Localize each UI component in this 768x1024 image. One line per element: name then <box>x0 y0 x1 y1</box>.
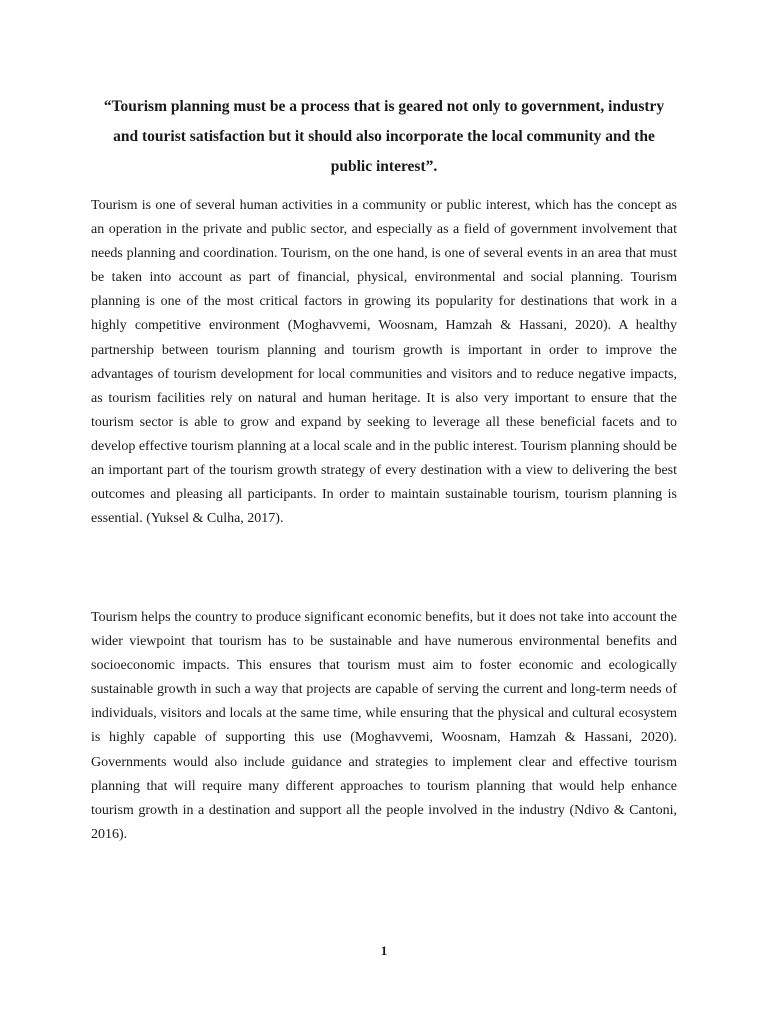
body-paragraph-2: Tourism helps the country to produce significant economic benefits, but it does not take into account the wider viewpoint that tourism has to be sustainable and have numerous environmental benefits and socioeconomic impacts. This ensures that tourism must aim to foster economic and ecologically sustainable growth in such a way that projects are capable of serving the current and long-term needs of individuals, visitors and locals at the same time, while ensuring that the physical and cultural ecosystem is highly capable of supporting this use (Moghavvemi, Woosnam, Hamzah & Hassani, 2020). Governments would also include guidance and strategies to implement clear and effective tourism planning that will require many different approaches to tourism planning that would help enhance tourism growth in a destination and support all the people involved in the industry (Ndivo & Cantoni, 2016). <box>91 610 677 842</box>
quote-heading: “Tourism planning must be a process that is geared not only to government, industry and tourist satisfaction but it should also incorporate the local community and the public interest”. <box>103 98 665 175</box>
page-number: 1 <box>380 943 388 958</box>
body-paragraph-1: Tourism is one of several human activities in a community or public interest, which has the concept as an operation in the private and public sector, and especially as a field of government involvement that needs planning and coordination. Tourism, on the one hand, is one of several events in an area that must be taken into account as part of financial, physical, environmental and social planning. Tourism planning is one of the most critical factors in growing its popularity for destinations that work in a highly competitive environment (Moghavvemi, Woosnam, Hamzah & Hassani, 2020). A healthy partnership between tourism planning and tourism growth is important in order to improve the advantages of tourism development for local communities and visitors and to reduce negative impacts, as tourism facilities rely on natural and human heritage. It is also very important to ensure that the tourism sector is able to grow and expand by seeking to leverage all these beneficial facets and to develop effective tourism planning at a local scale and in the public interest. Tourism planning should be an important part of the tourism growth strategy of every destination with a view to delivering the best outcomes and pleasing all participants. In order to maintain sustainable tourism, tourism planning is essential. (Yuksel & Culha, 2017). <box>91 198 677 527</box>
